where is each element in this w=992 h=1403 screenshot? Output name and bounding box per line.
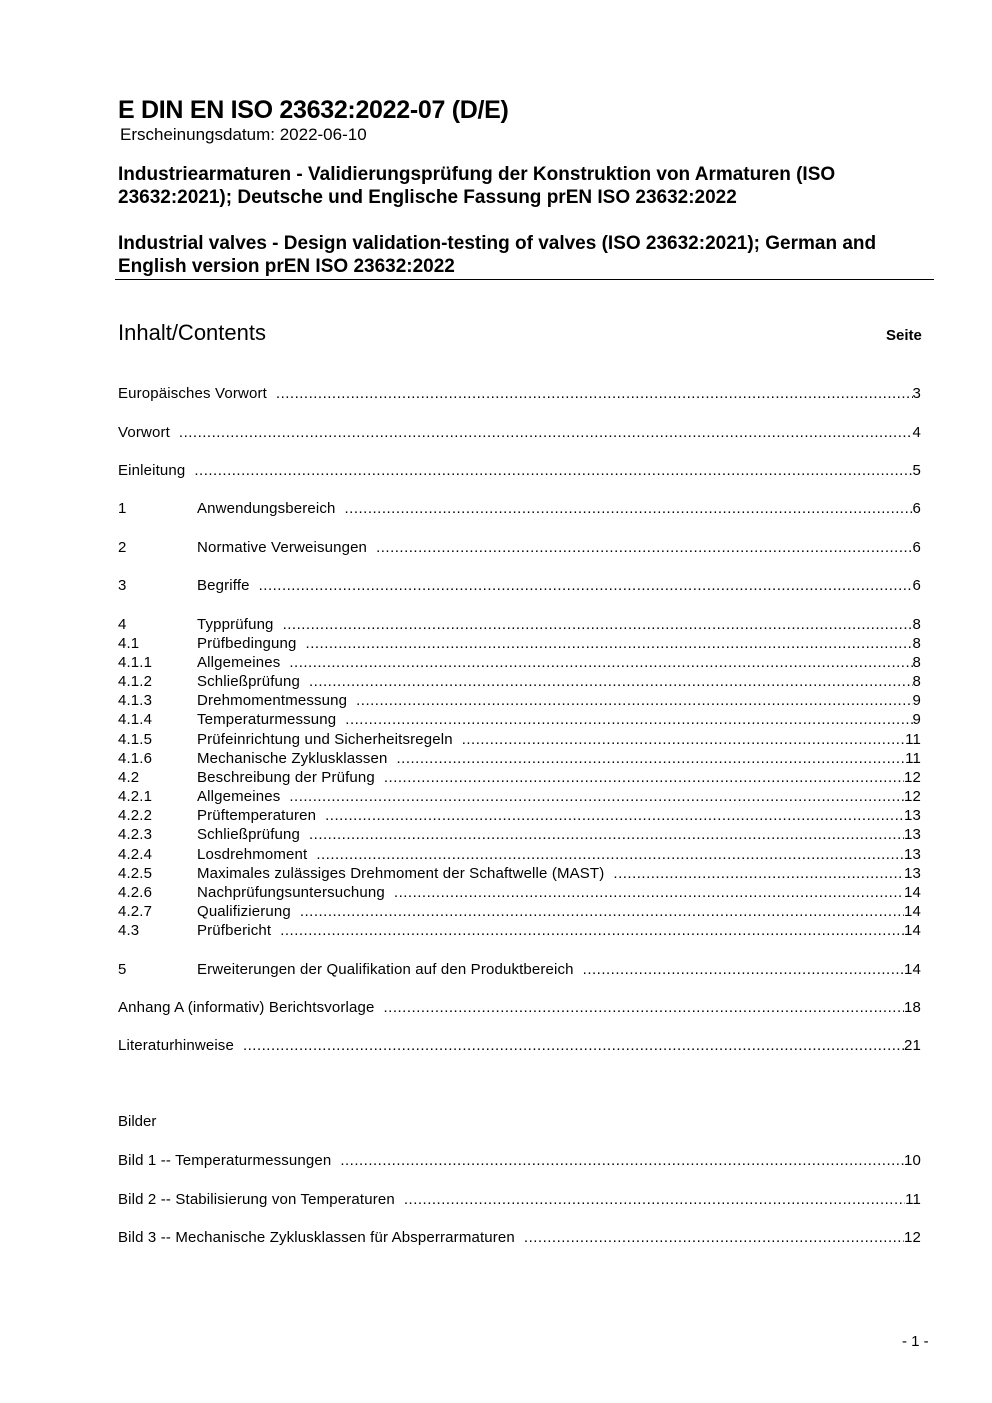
figure-entry[interactable] [118,1151,921,1170]
toc-entry[interactable] [118,825,921,844]
toc-entry-number: 4.1.3 [118,692,153,709]
toc-entry[interactable] [118,653,921,672]
toc-entry-number: 4.2.4 [118,846,153,863]
toc-entry[interactable] [118,691,921,710]
toc-entry-page: 14 [904,903,921,920]
dot-leader [394,883,904,902]
toc-entry-title: Bild 2 -- Stabilisierung von Temperaturen [118,1191,395,1208]
toc-entry[interactable] [118,710,921,729]
dot-leader [524,1228,904,1247]
toc-entry[interactable] [118,634,921,653]
toc-entry[interactable] [118,998,921,1017]
toc-entry-page: 13 [904,865,921,882]
toc-entry[interactable] [118,461,921,480]
toc-entry[interactable] [118,749,921,768]
dot-leader [325,806,904,825]
dot-leader [397,749,906,768]
toc-entry-title: Drehmomentmessung [197,692,348,709]
toc-entry[interactable] [118,787,921,806]
toc-entry[interactable] [118,576,921,595]
toc-entry-page: 9 [912,692,921,709]
toc-entry[interactable] [118,384,921,403]
toc-entry[interactable] [118,960,921,979]
toc-entry[interactable] [118,499,921,518]
dot-leader [583,960,904,979]
toc-entry-page: 6 [912,577,921,594]
toc-entry-page: 6 [912,500,921,517]
toc-entry-page: 12 [904,788,921,805]
toc-entry[interactable] [118,423,921,442]
toc-entry-number: 4.1.1 [118,654,153,671]
toc-entry-page: 18 [904,999,921,1016]
toc-entry-title: Prüfbedingung [197,635,297,652]
toc-entry-number: 4.1.2 [118,673,153,690]
toc-entry-number: 4.3 [118,922,140,939]
toc-entry-title: Prüftemperaturen [197,807,317,824]
toc-entry[interactable] [118,883,921,902]
toc-entry-title: Bild 1 -- Temperaturmessungen [118,1152,332,1169]
dot-leader [404,1190,905,1209]
toc-entry-title: Prüfeinrichtung und Sicherheitsregeln [197,731,453,748]
toc-entry[interactable] [118,921,921,940]
toc-entry-page: 6 [912,539,921,556]
toc-entry-page: 12 [904,769,921,786]
dot-leader [384,768,904,787]
toc-entry-page: 8 [912,616,921,633]
toc-entry-title: Schließprüfung [197,673,300,690]
dot-leader [462,730,905,749]
dot-leader [289,653,912,672]
toc-entry-title: Erweiterungen der Qualifikation auf den Produktbereich [197,961,574,978]
toc-entry-number: 4.2.5 [118,865,153,882]
toc-entry-page: 14 [904,961,921,978]
toc-entry-page: 12 [904,1229,921,1246]
dot-leader [280,921,904,940]
toc-entry-title: Anhang A (informativ) Berichtsvorlage [118,999,375,1016]
toc-entry[interactable] [118,1036,921,1055]
toc-entry-title: Allgemeines [197,654,281,671]
toc-entry-page: 3 [912,385,921,402]
dot-leader [345,710,912,729]
toc-entry[interactable] [118,730,921,749]
toc-entry-title: Anwendungsbereich [197,500,336,517]
toc-entry-number: 4.2.3 [118,826,153,843]
toc-entry-page: 14 [904,884,921,901]
dot-leader [340,1151,904,1170]
title-german: Industriearmaturen - Validierungsprüfung der Konstruktion von Armaturen (ISO 23632:2021); Deutsche und Englische Fassung prEN ISO 23632:2022 [118,164,836,208]
figure-entry[interactable] [118,1190,921,1209]
toc-entry-page: 8 [912,635,921,652]
dot-leader [259,576,913,595]
toc-entry-page: 4 [912,424,921,441]
toc-entry-title: Schließprüfung [197,826,300,843]
toc-entry-page: 5 [912,462,921,479]
toc-entry-page: 11 [905,1191,921,1208]
toc-entry-title: Europäisches Vorwort [118,385,267,402]
toc-entry[interactable] [118,768,921,787]
dot-leader [316,845,904,864]
toc-entry-title: Allgemeines [197,788,281,805]
toc-entry-title: Nachprüfungsuntersuchung [197,884,385,901]
toc-heading: Inhalt/Contents [118,320,266,345]
toc-entry-number: 3 [118,577,127,594]
toc-entry-page: 9 [912,711,921,728]
toc-entry-title: Einleitung [118,462,186,479]
toc-entry-title: Normative Verweisungen [197,539,368,556]
dot-leader [283,615,913,634]
toc-entry-title: Beschreibung der Prüfung [197,769,375,786]
dot-leader [344,499,912,518]
page-number: - 1 - [902,1333,929,1350]
toc-entry-title: Begriffe [197,577,250,594]
dot-leader [289,787,904,806]
header-divider [115,279,934,280]
dot-leader [243,1036,904,1055]
toc-entry-number: 4.2 [118,769,140,786]
dot-leader [384,998,904,1017]
figures-heading: Bilder [118,1113,157,1130]
toc-entry-number: 4.1 [118,635,140,652]
toc-entry-page: 11 [905,750,921,767]
toc-entry-page: 13 [904,846,921,863]
dot-leader [376,538,912,557]
toc-entry[interactable] [118,615,921,634]
toc-entry-number: 5 [118,961,127,978]
toc-entry-number: 4.1.5 [118,731,153,748]
toc-entry-title: Typprüfung [197,616,274,633]
toc-entry[interactable] [118,864,921,883]
document-id: E DIN EN ISO 23632:2022-07 (D/E) [118,96,509,124]
dot-leader [300,902,904,921]
toc-page-column-label: Seite [886,327,922,344]
toc-entry[interactable] [118,902,921,921]
toc-entry-title: Literaturhinweise [118,1037,234,1054]
dot-leader [194,461,912,480]
toc-entry-page: 11 [905,731,921,748]
dot-leader [309,672,913,691]
toc-entry-page: 13 [904,826,921,843]
toc-entry-page: 8 [912,673,921,690]
toc-entry-title: Prüfbericht [197,922,272,939]
toc-entry[interactable] [118,806,921,825]
toc-entry-page: 13 [904,807,921,824]
toc-entry-number: 4.2.1 [118,788,153,805]
toc-entry-number: 4.1.6 [118,750,153,767]
figure-entry[interactable] [118,1228,921,1247]
toc-entry-title: Maximales zulässiges Drehmoment der Schaftwelle (MAST) [197,865,605,882]
toc-entry-title: Losdrehmoment [197,846,308,863]
toc-entry-number: 2 [118,539,127,556]
toc-entry-number: 4.2.7 [118,903,153,920]
dot-leader [306,634,913,653]
title-english: Industrial valves - Design validation-testing of valves (ISO 23632:2021); German and English version prEN ISO 23632:2022 [118,233,877,277]
toc-entry-number: 1 [118,500,127,517]
dot-leader [276,384,913,403]
toc-entry-number: 4.1.4 [118,711,153,728]
toc-entry-title: Temperaturmessung [197,711,337,728]
toc-entry-page: 21 [904,1037,921,1054]
toc-entry-number: 4 [118,616,127,633]
publication-date: Erscheinungsdatum: 2022-06-10 [120,125,367,144]
dot-leader [309,825,904,844]
toc-entry[interactable] [118,845,921,864]
dot-leader [179,423,913,442]
toc-entry-page: 14 [904,922,921,939]
toc-entry-title: Qualifizierung [197,903,291,920]
toc-entry-title: Bild 3 -- Mechanische Zyklusklassen für Absperrarmaturen [118,1229,515,1246]
toc-entry[interactable] [118,672,921,691]
dot-leader [613,864,904,883]
dot-leader [356,691,912,710]
toc-entry-number: 4.2.2 [118,807,153,824]
toc-entry-number: 4.2.6 [118,884,153,901]
toc-entry-page: 10 [904,1152,921,1169]
toc-entry-page: 8 [912,654,921,671]
toc-entry[interactable] [118,538,921,557]
toc-entry-title: Vorwort [118,424,170,441]
toc-entry-title: Mechanische Zyklusklassen [197,750,388,767]
